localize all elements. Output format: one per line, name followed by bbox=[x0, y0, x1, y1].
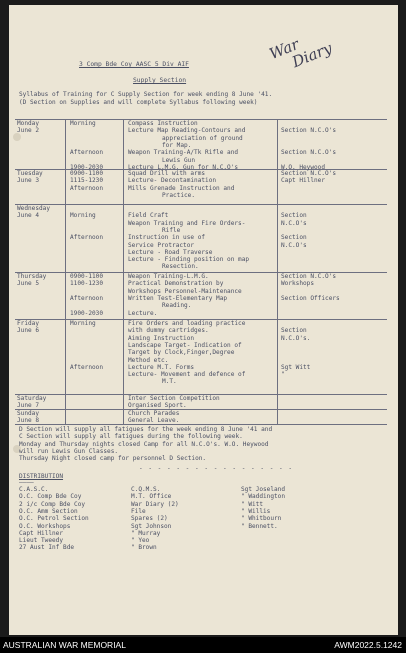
note-line: will run Lewis Gun Classes. bbox=[19, 447, 119, 455]
distribution-entry: 27 Aust Inf Bde bbox=[19, 544, 75, 552]
day-label: June 3 bbox=[17, 177, 40, 185]
subject-line: Lewis Gun bbox=[162, 156, 196, 164]
distribution-title: DISTRIBUTION bbox=[19, 473, 64, 480]
document-page bbox=[9, 5, 398, 635]
subject-line: Target by Clock,Finger,Degree bbox=[128, 349, 235, 357]
distribution-entry: O.C. Comp Bde Coy bbox=[19, 493, 82, 501]
subject-line: Practice. bbox=[162, 191, 196, 199]
table-column-rule bbox=[123, 119, 124, 424]
day-label: June 2 bbox=[17, 127, 40, 135]
day-label: June 5 bbox=[17, 280, 40, 288]
subject-line: Mills Grenade Instruction and bbox=[128, 184, 235, 192]
day-label: Tuesday bbox=[17, 170, 43, 177]
distribution-entry: Lieut Tweedy bbox=[19, 537, 64, 545]
note-line: Monday and Thursday nights closed Camp for all N.C.O's. W.O. Heywood bbox=[19, 440, 269, 448]
distribution-entry: War Diary (2) bbox=[131, 500, 179, 508]
subject-line: Rifle bbox=[162, 226, 181, 234]
time-label: 1115-1230 bbox=[70, 177, 104, 185]
subject-line: Lecture - Finding position on map bbox=[128, 256, 250, 264]
distribution-entry: C.A.S.C. bbox=[19, 486, 49, 493]
subject-line: appreciation of ground bbox=[162, 134, 243, 142]
distribution-entry: O.C. Amm Section bbox=[19, 507, 78, 515]
time-label: Morning bbox=[70, 212, 96, 220]
table-row-rule bbox=[15, 409, 387, 410]
archive-footer bbox=[0, 637, 406, 653]
day-label: Friday bbox=[17, 320, 40, 327]
instructor-label: N.C.O's. bbox=[281, 334, 311, 342]
time-label: 0900-1100 bbox=[70, 170, 104, 177]
instructor-label: Section N.C.O's bbox=[281, 149, 337, 157]
subject-line: Resection. bbox=[162, 263, 199, 271]
day-label: Thursday bbox=[17, 273, 47, 280]
subject-line: Lecture L.M.G. Gun for N.C.O's bbox=[128, 163, 239, 171]
subject-line: Lecture- Decontamination bbox=[128, 177, 217, 185]
subject-line: General Leave. bbox=[128, 417, 180, 425]
day-label: Saturday bbox=[17, 395, 47, 402]
subject-line: Landscape Target- Indication of bbox=[128, 341, 242, 349]
subject-line: Lecture. bbox=[128, 309, 158, 317]
separator-dashes: - - - - - - - - - - - - - - - - - bbox=[139, 465, 294, 472]
subject-line: Weapon Training and Fire Orders- bbox=[128, 219, 246, 227]
table-row-rule bbox=[15, 424, 387, 425]
distribution-entry: O.C. Workshops bbox=[19, 522, 71, 530]
day-label: June 6 bbox=[17, 327, 40, 335]
distribution-entry: " Whitbourn bbox=[241, 515, 282, 523]
subject-line: Instruction in use of bbox=[128, 234, 206, 242]
distribution-entry: " Bennett. bbox=[241, 522, 278, 530]
instructor-label: Workshops bbox=[281, 280, 315, 288]
section-title: Supply Section bbox=[133, 77, 187, 84]
subject-line: Method etc. bbox=[128, 356, 169, 364]
instructor-label: Capt Hillner bbox=[281, 177, 326, 185]
subject-line: Service Protractor bbox=[128, 241, 195, 249]
subject-line: Weapon Training-A/Tk Rifle and bbox=[128, 149, 239, 157]
instructor-label: Section bbox=[281, 327, 307, 335]
subject-line: M.T. bbox=[162, 378, 177, 386]
instructor-label: Section bbox=[281, 212, 307, 220]
day-label: Monday bbox=[17, 120, 40, 127]
subject-line: Lecture- Movement and defence of bbox=[128, 371, 246, 379]
time-label: Afternoon bbox=[70, 363, 104, 371]
handwritten-note bbox=[267, 25, 334, 77]
instructor-label: " bbox=[281, 371, 285, 379]
subject-line: Fire Orders and loading practice bbox=[128, 320, 246, 327]
subject-line: Field Craft bbox=[128, 212, 169, 220]
time-label: 1100-1230 bbox=[70, 280, 104, 288]
day-label: Wednesday bbox=[17, 205, 51, 212]
subject-line: Squad Drill with arms bbox=[128, 170, 206, 177]
distribution-entry: Spares (2) bbox=[131, 515, 168, 523]
distribution-entry: Sgt Johnson bbox=[131, 522, 172, 530]
distribution-entry: " Witt bbox=[241, 500, 264, 508]
day-label: Sunday bbox=[17, 410, 40, 417]
distribution-entry: " Murray bbox=[131, 529, 161, 537]
time-label: Afternoon bbox=[70, 234, 104, 242]
subject-line: Written Test-Elementary Map bbox=[128, 294, 228, 302]
note-line: D Section will supply all fatigues for the week ending 8 June '41 and bbox=[19, 426, 273, 433]
time-label: Afternoon bbox=[70, 149, 104, 157]
document-header: 3 Comp Bde Coy AASC 5 Div AIF bbox=[79, 61, 189, 68]
instructor-label: N.C.O's bbox=[281, 219, 307, 227]
archive-reference: AWM2022.5.1242 bbox=[334, 640, 402, 650]
distribution-entry: " Brown bbox=[131, 544, 157, 552]
distribution-entry: C.Q.M.S. bbox=[131, 486, 161, 493]
instructor-label: Section Officers bbox=[281, 294, 340, 302]
note-line: C Section will supply all fatigues during the following week. bbox=[19, 433, 243, 441]
distribution-entry: M.T. Office bbox=[131, 493, 172, 501]
subject-line: Lecture M.T. Forms bbox=[128, 363, 195, 371]
subject-line: for Map. bbox=[162, 141, 192, 149]
note-line: Thursday Night closed camp for personnel D Section. bbox=[19, 455, 207, 463]
table-column-rule bbox=[277, 119, 278, 424]
distribution-entry: File bbox=[131, 507, 146, 515]
subject-line: Workshops Personnel-Maintenance bbox=[128, 287, 242, 295]
subject-line: with dummy cartridges. bbox=[128, 327, 209, 335]
time-label: Morning bbox=[70, 320, 96, 327]
intro-line: Syllabus of Training for C Supply Section for week ending 8 June '41. bbox=[19, 91, 273, 98]
day-label: June 8 bbox=[17, 417, 40, 425]
time-label: 0900-1100 bbox=[70, 273, 104, 280]
distribution-entry: 2 i/c Comp Bde Coy bbox=[19, 500, 86, 508]
archive-name: AUSTRALIAN WAR MEMORIAL bbox=[3, 640, 126, 650]
instructor-label: Section N.C.O's bbox=[281, 170, 337, 177]
subject-line: Practical Demonstration by bbox=[128, 280, 224, 288]
distribution-entry: O.C. Petrol Section bbox=[19, 515, 89, 523]
subject-line: Aiming Instruction bbox=[128, 334, 195, 342]
distribution-entry: " Waddington bbox=[241, 493, 286, 501]
handwritten-line: Diary bbox=[289, 38, 335, 72]
table-row-rule bbox=[15, 204, 387, 205]
instructor-label: Section N.C.O's bbox=[281, 273, 337, 280]
distribution-entry: Sgt Joseland bbox=[241, 486, 286, 493]
time-label: Morning bbox=[70, 120, 96, 127]
subject-line: Lecture Map Reading-Contours and bbox=[128, 127, 246, 135]
time-label: 1900-2030 bbox=[70, 163, 104, 171]
day-label: June 4 bbox=[17, 212, 40, 220]
time-label: Afternoon bbox=[70, 184, 104, 192]
intro-line: (D Section on Supplies and will complete Syllabus following week) bbox=[19, 99, 258, 106]
subject-line: Compass Instruction bbox=[128, 120, 198, 127]
distribution-entry: Capt Hillner bbox=[19, 529, 64, 537]
instructor-label: Section bbox=[281, 234, 307, 242]
day-label: June 7 bbox=[17, 402, 40, 410]
subject-line: Organised Sport. bbox=[128, 402, 187, 410]
distribution-underline: ———— bbox=[19, 479, 34, 486]
table-column-rule bbox=[65, 119, 66, 424]
distribution-entry: " Yeo bbox=[131, 537, 150, 545]
distribution-entry: " Willis bbox=[241, 507, 271, 515]
subject-line: Church Parades bbox=[128, 410, 180, 417]
instructor-label: W.O. Heywood bbox=[281, 163, 326, 171]
subject-line: Reading. bbox=[162, 302, 192, 310]
instructor-label: Section N.C.O's bbox=[281, 127, 337, 135]
instructor-label: Sgt Witt bbox=[281, 363, 311, 371]
handwritten-line: War bbox=[266, 35, 302, 64]
time-label: 1900-2030 bbox=[70, 309, 104, 317]
subject-line: Inter Section Competition bbox=[128, 395, 220, 402]
subject-line: Lecture - Road Traverse bbox=[128, 248, 213, 256]
instructor-label: N.C.O's bbox=[281, 241, 307, 249]
subject-line: Weapon Training-L.M.G. bbox=[128, 273, 209, 280]
time-label: Afternoon bbox=[70, 294, 104, 302]
